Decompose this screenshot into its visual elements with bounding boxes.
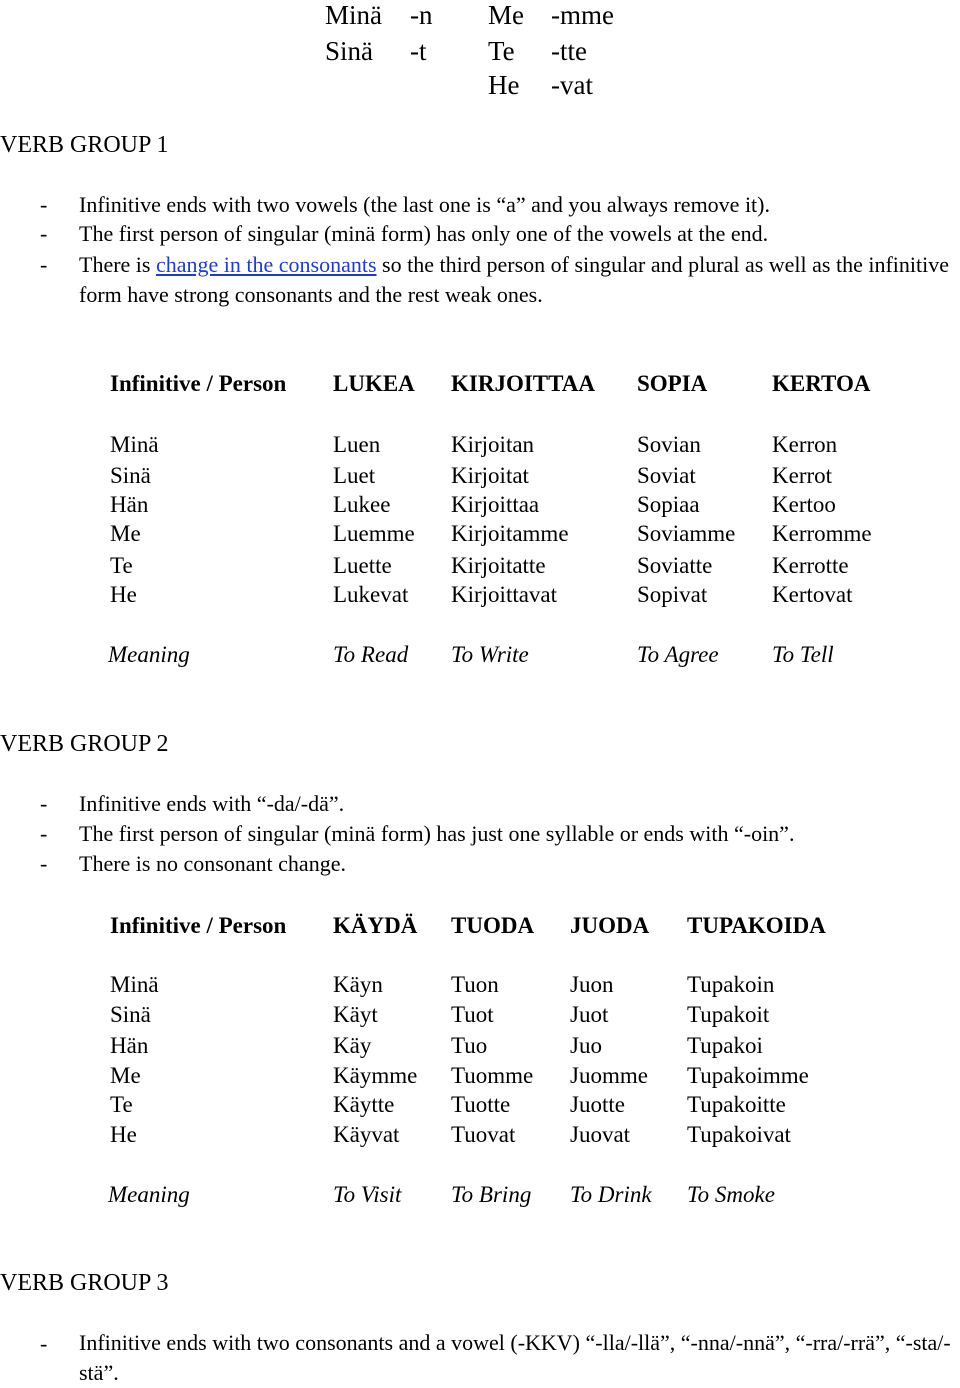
- meaning-cell: To Read: [333, 642, 409, 667]
- table-cell: Käyn: [333, 972, 383, 997]
- consonant-change-link[interactable]: change in the consonants: [155, 252, 377, 277]
- table-header-cell: KERTOA: [772, 371, 871, 396]
- table-cell: Te: [110, 553, 133, 578]
- rule-text-start: There is: [79, 252, 156, 277]
- table-cell: Tuot: [451, 1002, 494, 1027]
- bullet-dash: -: [40, 851, 48, 876]
- rule-text: There is no consonant change.: [79, 851, 346, 876]
- table-cell: Soviamme: [637, 521, 736, 546]
- table-cell: Kerromme: [772, 521, 872, 546]
- table-cell: Hän: [110, 1033, 149, 1058]
- table-cell: Sovian: [637, 432, 701, 457]
- table-cell: Sinä: [110, 463, 151, 488]
- table-cell: Me: [110, 521, 141, 546]
- meaning-cell: To Write: [451, 642, 529, 667]
- table-cell: Kerron: [772, 432, 838, 457]
- rule-text: Infinitive ends with two vowels (the last one is “a” and you always remove it).: [79, 192, 770, 217]
- table-cell: Sopiaa: [637, 492, 700, 517]
- ending-suffix: -t: [410, 36, 427, 66]
- table-cell: Kirjoittaa: [451, 492, 540, 517]
- bullet-dash: -: [40, 192, 48, 217]
- verb-group-1-heading: VERB GROUP 1: [0, 132, 169, 158]
- table-header-cell: KÄYDÄ: [333, 913, 418, 938]
- table-cell: Kirjoitan: [451, 432, 535, 457]
- table-cell: Käyt: [333, 1002, 378, 1027]
- table-cell: Juot: [570, 1002, 609, 1027]
- meaning-cell: To Smoke: [687, 1182, 775, 1207]
- table-cell: Sinä: [110, 1002, 151, 1027]
- table-cell: Kirjoitat: [451, 463, 529, 488]
- rule-text-end: so the third person of singular and plural as well as the infinitive form have strong consonants and the rest weak ones.: [79, 252, 950, 307]
- ending-plural-pronoun: Me: [488, 0, 524, 30]
- table-cell: Kirjoitamme: [451, 521, 569, 546]
- table-cell: Me: [110, 1063, 141, 1088]
- table-cell: Minä: [110, 972, 159, 997]
- table-cell: Tuon: [451, 972, 499, 997]
- table-cell: Kertoo: [772, 492, 836, 517]
- table-cell: Kerrot: [772, 463, 833, 488]
- rule-text: The first person of singular (minä form) has only one of the vowels at the end.: [79, 221, 769, 246]
- bullet-dash: -: [40, 821, 48, 846]
- table-header-cell: Infinitive / Person: [110, 371, 287, 396]
- meaning-cell: To Tell: [772, 642, 834, 667]
- table-cell: Juomme: [570, 1063, 648, 1088]
- table-cell: Luemme: [333, 521, 415, 546]
- ending-plural-pronoun: He: [488, 70, 520, 100]
- rule-text: [79, 250, 959, 310]
- table-cell: Kirjoitatte: [451, 553, 546, 578]
- table-cell: Tuotte: [451, 1092, 511, 1117]
- bullet-dash: -: [40, 221, 48, 246]
- table-cell: Käymme: [333, 1063, 418, 1088]
- table-cell: Lukee: [333, 492, 391, 517]
- bullet-dash: -: [40, 1331, 48, 1356]
- table-header-cell: Infinitive / Person: [110, 913, 287, 938]
- table-header-cell: KIRJOITTAA: [451, 371, 595, 396]
- table-cell: Luette: [333, 553, 392, 578]
- table-cell: Te: [110, 1092, 133, 1117]
- table-cell: Sopivat: [637, 582, 708, 607]
- table-header-cell: SOPIA: [637, 371, 708, 396]
- meaning-cell: To Visit: [333, 1182, 402, 1207]
- table-cell: Lukevat: [333, 582, 409, 607]
- ending-plural-suffix: -vat: [551, 70, 593, 100]
- table-header-cell: TUODA: [451, 913, 535, 938]
- table-cell: Käyvat: [333, 1122, 400, 1147]
- table-cell: Kertovat: [772, 582, 853, 607]
- table-cell: Juovat: [570, 1122, 631, 1147]
- meaning-cell: To Agree: [637, 642, 719, 667]
- bullet-dash: -: [40, 791, 48, 816]
- verb-group-3-heading: VERB GROUP 3: [0, 1270, 169, 1296]
- meaning-label: Meaning: [108, 1182, 190, 1207]
- meaning-cell: To Bring: [451, 1182, 532, 1207]
- table-cell: Juon: [570, 972, 614, 997]
- table-cell: Tupakoimme: [687, 1063, 809, 1088]
- rule-text: Infinitive ends with “-da/-dä”.: [79, 791, 345, 816]
- table-cell: He: [110, 582, 137, 607]
- table-cell: Käytte: [333, 1092, 395, 1117]
- verb-group-2-heading: VERB GROUP 2: [0, 731, 169, 757]
- table-cell: Tuovat: [451, 1122, 516, 1147]
- table-cell: Luet: [333, 463, 376, 488]
- table-cell: Tupakoitte: [687, 1092, 786, 1117]
- meaning-label: Meaning: [108, 642, 190, 667]
- ending-pronoun: Minä: [325, 0, 382, 30]
- table-cell: Juo: [570, 1033, 602, 1058]
- table-cell: Tuo: [451, 1033, 488, 1058]
- bullet-dash: -: [40, 252, 48, 277]
- ending-suffix: -n: [410, 0, 433, 30]
- table-cell: Juotte: [570, 1092, 625, 1117]
- ending-pronoun: Sinä: [325, 36, 374, 66]
- table-cell: Hän: [110, 492, 149, 517]
- rule-text: Infinitive ends with two consonants and a vowel (-KKV) “-lla/-llä”, “-nna/-nnä”, “-rra/-rrä”, “-sta/-stä”.: [79, 1330, 951, 1385]
- table-cell: He: [110, 1122, 137, 1147]
- meaning-cell: To Drink: [570, 1182, 652, 1207]
- table-cell: Luen: [333, 432, 381, 457]
- ending-plural-suffix: -tte: [551, 36, 587, 66]
- ending-plural-pronoun: Te: [488, 36, 515, 66]
- table-cell: Minä: [110, 432, 159, 457]
- table-header-cell: TUPAKOIDA: [687, 913, 826, 938]
- table-cell: Soviat: [637, 463, 696, 488]
- table-header-cell: LUKEA: [333, 371, 415, 396]
- ending-plural-suffix: -mme: [551, 0, 614, 30]
- table-cell: Kirjoittavat: [451, 582, 558, 607]
- table-cell: Tupakoivat: [687, 1122, 791, 1147]
- table-cell: Soviatte: [637, 553, 713, 578]
- table-cell: Tuomme: [451, 1063, 534, 1088]
- table-cell: Tupakoi: [687, 1033, 763, 1058]
- table-header-cell: JUODA: [570, 913, 650, 938]
- table-cell: Käy: [333, 1033, 372, 1058]
- table-cell: Tupakoin: [687, 972, 775, 997]
- rule-text: The first person of singular (minä form) has just one syllable or ends with “-oin”.: [79, 821, 795, 846]
- table-cell: Kerrotte: [772, 553, 849, 578]
- table-cell: Tupakoit: [687, 1002, 770, 1027]
